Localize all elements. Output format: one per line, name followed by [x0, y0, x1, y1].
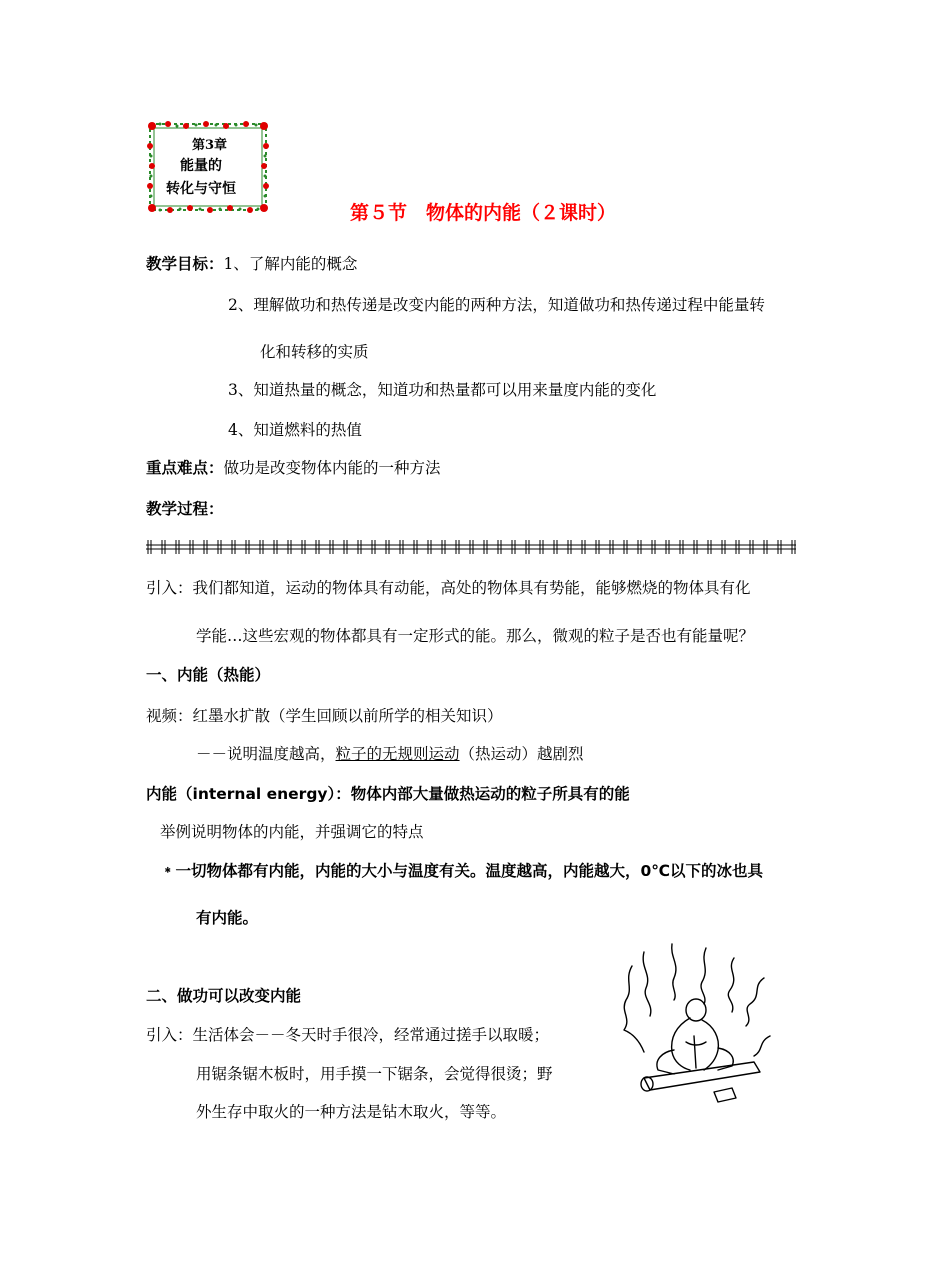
section2-heading: 二、做功可以改变内能: [146, 987, 302, 1005]
explain-underlined: 粒子的无规则运动: [335, 745, 460, 763]
intro-line-2: 学能…这些宏观的物体都具有一定形式的能。那么，微观的粒子是否也有能量呢？: [196, 627, 755, 645]
objectives-label: 教学目标：: [146, 255, 224, 273]
key-points-text: 做功是改变物体内能的一种方法: [223, 459, 441, 477]
section1-video: 视频：红墨水扩散（学生回顾以前所学的相关知识）: [146, 707, 503, 725]
badge-line-2: 能量的: [180, 158, 222, 174]
section1-note-line-1: ﹡一切物体都有内能，内能的大小与温度有关。温度越高，内能越大，0℃以下的冰也具: [160, 862, 764, 880]
page-title: 第５节 物体的内能（２课时）: [350, 202, 617, 224]
intro-line-1: 引入：我们都知道，运动的物体具有动能，高处的物体具有势能，能够燃烧的物体具有化: [146, 579, 751, 597]
divider-line: [146, 539, 796, 555]
objective-item-2a: 2、理解做功和热传递是改变内能的两种方法，知道做功和热传递过程中能量转: [228, 296, 765, 314]
key-points: [146, 458, 441, 478]
objective-item-4: 4、知道燃料的热值: [228, 421, 362, 439]
badge-line-3: 转化与守恒: [166, 181, 236, 197]
section2-line-2: 用锯条锯木板时，用手摸一下锯条，会觉得很烫；野: [196, 1065, 553, 1083]
objective-item-3: 3、知道热量的概念，知道功和热量都可以用来量度内能的变化: [228, 381, 657, 399]
section2-line-1: 引入：生活体会－－冬天时手很冷，经常通过搓手以取暖；: [146, 1026, 550, 1044]
section1-explain: [196, 744, 584, 764]
badge-line-1: 第3章: [192, 138, 228, 153]
chapter-badge: [146, 120, 270, 214]
fire-drilling-illustration: [614, 938, 780, 1108]
section1-heading: 一、内能（热能）: [146, 666, 271, 684]
objective-item-1: 1、了解内能的概念: [223, 255, 358, 273]
section2-line-3: 外生存中取火的一种方法是钻木取火，等等。: [196, 1103, 507, 1121]
section1-example: 举例说明物体的内能，并强调它的特点: [160, 823, 424, 841]
section1-note-line-2: 有内能。: [196, 909, 259, 927]
objectives-line-1: [146, 254, 357, 274]
explain-prefix: －－说明温度越高，: [196, 745, 336, 763]
objective-item-2b: 化和转移的实质: [260, 343, 369, 361]
explain-suffix: （热运动）越剧烈: [459, 745, 584, 763]
process-label: 教学过程：: [146, 500, 224, 518]
internal-energy-definition: 内能（internal energy）：物体内部大量做热运动的粒子所具有的能: [146, 785, 630, 803]
key-points-label: 重点难点：: [146, 459, 224, 477]
